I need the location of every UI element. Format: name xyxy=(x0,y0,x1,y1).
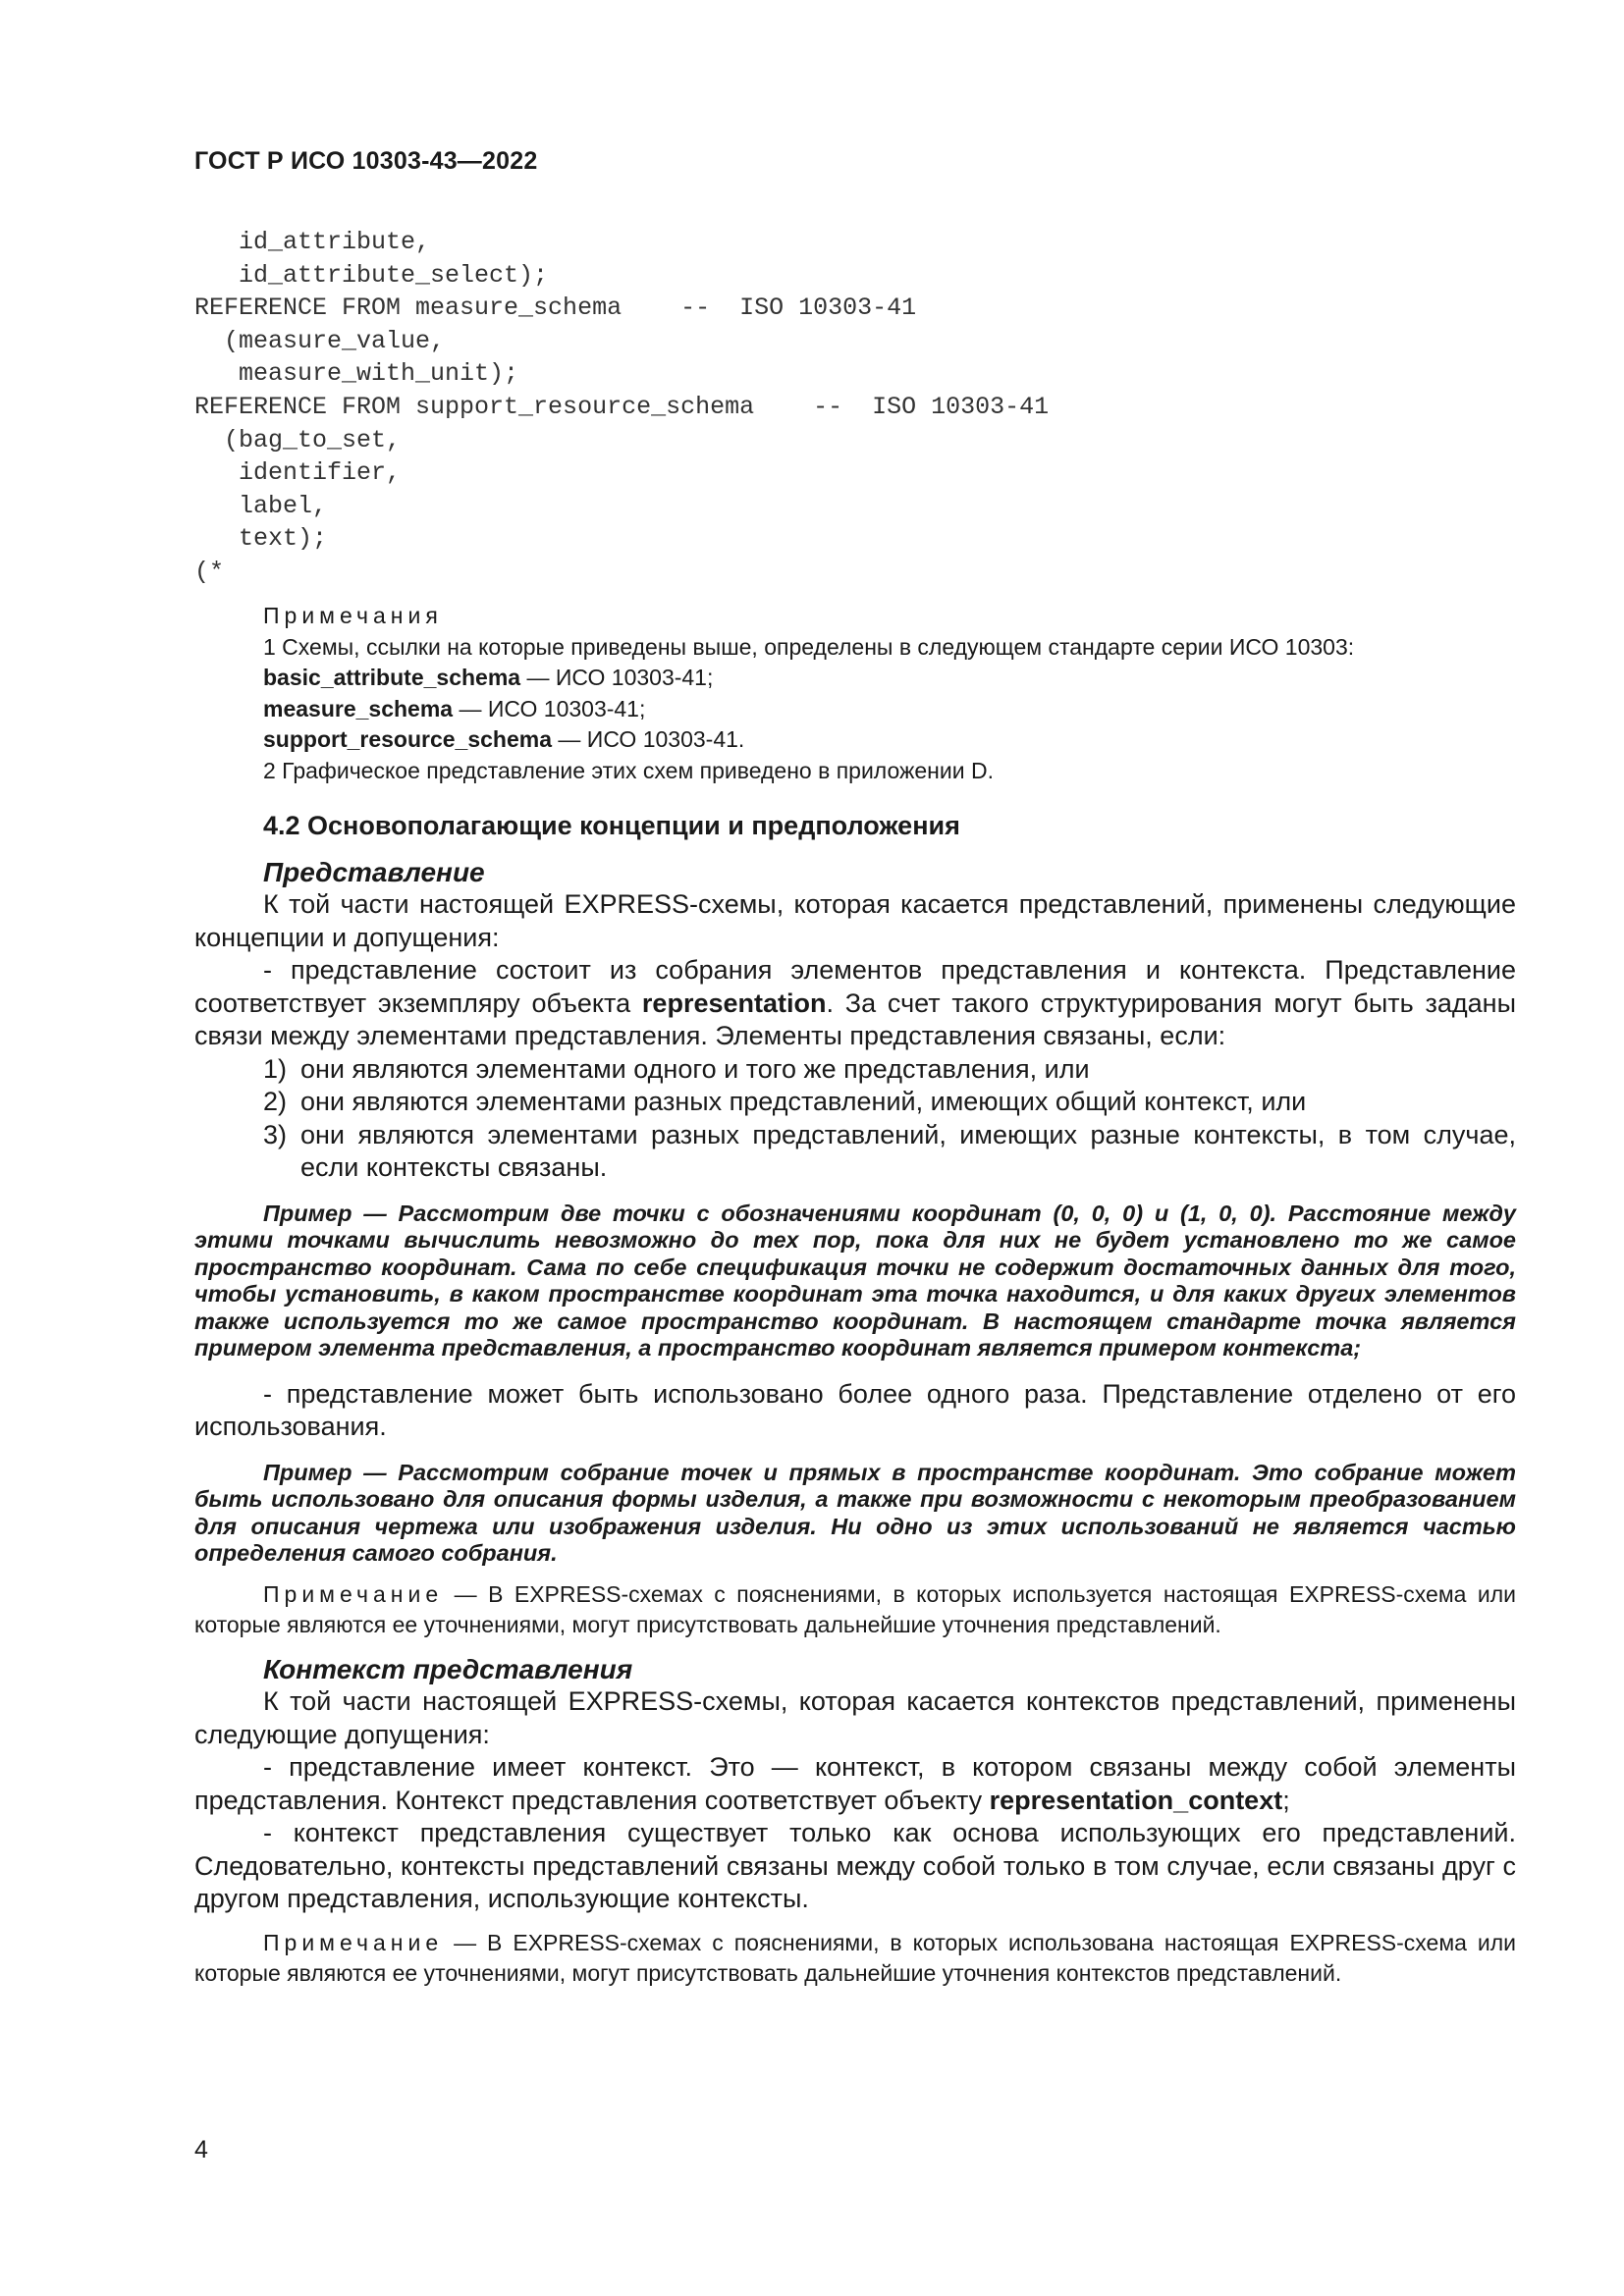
note-ref-1: basic_attribute_schema — ИСО 10303-41; xyxy=(263,665,714,690)
page-number: 4 xyxy=(194,2136,208,2163)
schema-name: measure_schema xyxy=(263,695,454,721)
notes-title: Примечания xyxy=(263,603,443,628)
section-heading: 4.2 Основополагающие концепции и предположения xyxy=(263,811,960,840)
paragraph: К той части настоящей EXPRESS-схемы, которая касается представлений, применены следующие концепции и допущения: xyxy=(194,889,1516,952)
note-2: Примечание — В EXPRESS-схемах с пояснениями, в которых использована настоящая EXPRESS-схема или которые являются ее уточнениями, могут присутствовать дальнейшие уточнения контекстов представлений. xyxy=(194,1929,1516,1986)
code-line: id_attribute, xyxy=(194,228,431,256)
schema-name: support_resource_schema xyxy=(263,726,553,752)
code-line: identifier, xyxy=(194,458,402,488)
code-line: (bag_to_set, xyxy=(194,425,402,454)
subheading-context: Контекст представления xyxy=(263,1653,633,1684)
code-line: REFERENCE FROM measure_schema -- ISO 10303-41 xyxy=(194,294,917,323)
note-1: Примечание — В EXPRESS-схемах с пояснениями, в которых используется настоящая EXPRESS-схема или которые являются ее уточнениями, могут присутствовать дальнейшие уточнения представлений. xyxy=(194,1580,1516,1637)
code-line: (measure_value, xyxy=(194,326,446,355)
note-ref-2: measure_schema — ИСО 10303-41; xyxy=(263,695,646,721)
schema-notes xyxy=(263,601,1354,786)
schema-name: basic_attribute_schema xyxy=(263,665,521,690)
code-line: (* xyxy=(194,557,225,586)
code-line: text); xyxy=(194,524,328,554)
paragraph: К той части настоящей EXPRESS-схемы, которая касается контекстов представлений, применены следующие допущения: xyxy=(194,1686,1516,1749)
entity-name: representation_context xyxy=(989,1785,1283,1815)
list-item: 3) они являются элементами разных представлений, имеющих разные контексты, в том случае, если контексты связаны. xyxy=(263,1119,1516,1182)
document-header: ГОСТ Р ИСО 10303-43—2022 xyxy=(194,147,538,175)
code-line: REFERENCE FROM support_resource_schema -- ISO 10303-41 xyxy=(194,392,1050,421)
express-code-block xyxy=(194,226,1049,589)
paragraph: - представление может быть использовано более одного раза. Представление отделено от его использования. xyxy=(194,1378,1516,1441)
paragraph: - контекст представления существует только как основа использующих его представлений. Следовательно, контексты представлений связаны между собой только в том случае, если связаны друг с другом представления, использующие контексты. xyxy=(194,1818,1516,1913)
note-item-2: 2 Графическое представление этих схем приведено в приложении D. xyxy=(263,757,994,783)
example-1: Пример — Рассмотрим две точки с обозначениями координат (0, 0, 0) и (1, 0, 0). Расстояние между этими точками вычислить невозможно до тех пор, пока для них не будет установлено то же самое пространство координат. Сама по себе спецификация точки не содержит достаточных данных для того, чтобы установить, в каком пространстве координат эта точка находится, и для каких других элементов также используется то же самое пространство координат. В настоящем стандарте точка является примером элемента представления, а пространство координат является примером контекста; xyxy=(194,1200,1516,1361)
code-line: label, xyxy=(194,491,328,520)
code-line: id_attribute_select); xyxy=(194,260,549,290)
note-item-1: 1 Схемы, ссылки на которые приведены выше, определены в следующем стандарте серии ИСО 10303: xyxy=(263,633,1355,660)
entity-name: representation xyxy=(641,988,827,1018)
paragraph: - представление имеет контекст. Это — контекст, в котором связаны между собой элементы представления. Контекст представления соответствует объекту representation_context; xyxy=(194,1752,1516,1815)
list-item: 1) они являются элементами одного и того же представления, или xyxy=(263,1053,1090,1084)
note-ref-3: support_resource_schema — ИСО 10303-41. xyxy=(263,726,745,752)
subheading-representation: Представление xyxy=(263,856,485,887)
list-item: 2) они являются элементами разных представлений, имеющих общий контекст, или xyxy=(263,1087,1307,1116)
section-body xyxy=(194,810,1516,1990)
code-line: measure_with_unit); xyxy=(194,359,519,389)
paragraph: - представление состоит из собрания элементов представления и контекста. Представление соответствует экземпляру объекта representation. За счет такого структурирования могут быть заданы связи между элементами представления. Элементы представления связаны, если: xyxy=(194,955,1516,1050)
example-2: Пример — Рассмотрим собрание точек и прямых в пространстве координат. Это собрание может быть использовано для описания формы изделия, а также при возможности с некоторым преобразованием для описания чертежа или изображения изделия. Ни одно из этих использований не является частью определения самого собрания. xyxy=(194,1459,1516,1566)
